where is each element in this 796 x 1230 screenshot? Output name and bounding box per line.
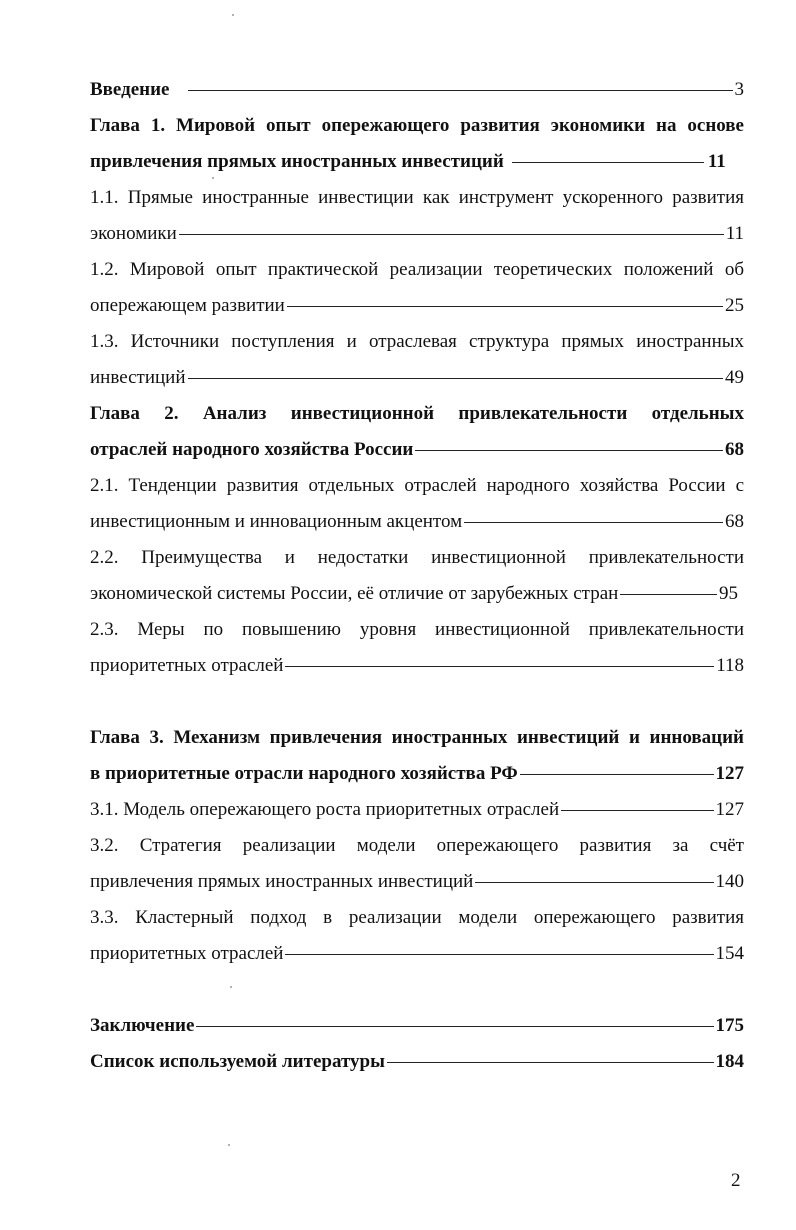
toc-leader bbox=[620, 594, 717, 595]
toc-page-number: 118 bbox=[716, 655, 744, 676]
toc-entry-title: в приоритетные отрасли народного хозяйства РФ bbox=[90, 763, 518, 784]
toc-leader bbox=[475, 882, 713, 883]
toc-leader bbox=[387, 1062, 714, 1063]
toc-section-2-2[interactable] bbox=[90, 576, 744, 612]
toc-entry-title: Заключение bbox=[90, 1015, 195, 1036]
toc-entry-title: инвестиционным и инновационным акцентом bbox=[90, 511, 463, 532]
toc-chapter-2[interactable] bbox=[90, 432, 744, 468]
toc-entry-title: опережающем развитии bbox=[90, 295, 285, 316]
toc-section-1-3-line1[interactable]: 1.3. Источники поступления и отраслевая структура прямых иностранных bbox=[90, 331, 744, 352]
toc-section-3-2[interactable] bbox=[90, 864, 744, 900]
toc-section-1-2[interactable] bbox=[90, 288, 744, 324]
page-number: 2 bbox=[731, 1170, 741, 1191]
toc-chapter-3-line1[interactable]: Глава 3. Механизм привлечения иностранных инвестиций и инноваций bbox=[90, 727, 744, 748]
toc-leader bbox=[561, 810, 713, 811]
toc-section-3-3-line1[interactable]: 3.3. Кластерный подход в реализации модели опережающего развития bbox=[90, 907, 744, 928]
scan-speck bbox=[232, 14, 234, 16]
toc-entry-title: экономической системы России, её отличие от зарубежных стран bbox=[90, 583, 619, 604]
toc-chapter-1-line1[interactable]: Глава 1. Мировой опыт опережающего развития экономики на основе bbox=[90, 115, 744, 136]
toc-section-2-1[interactable] bbox=[90, 504, 744, 540]
toc-entry-title: инвестиций bbox=[90, 367, 186, 388]
spacer bbox=[90, 972, 744, 1008]
toc-entry-title: 3.1. Модель опережающего роста приоритетных отраслей bbox=[90, 799, 560, 820]
toc-chapter-3[interactable] bbox=[90, 756, 744, 792]
toc-leader bbox=[179, 234, 724, 235]
toc-section-1-3[interactable] bbox=[90, 360, 744, 396]
toc-leader bbox=[188, 378, 723, 379]
toc-page-number: 127 bbox=[715, 763, 744, 784]
toc-page-number: 68 bbox=[725, 511, 744, 532]
toc-chapter-1[interactable] bbox=[90, 144, 744, 180]
toc-page-number: 175 bbox=[715, 1015, 744, 1036]
toc-section-2-3-line1[interactable]: 2.3. Меры по повышению уровня инвестиционной привлекательности bbox=[90, 619, 744, 640]
toc-section-1-1[interactable] bbox=[90, 216, 744, 252]
toc-entry-title: отраслей народного хозяйства России bbox=[90, 439, 414, 460]
toc-page-number: 184 bbox=[715, 1051, 744, 1072]
toc-page-number: 11 bbox=[725, 223, 744, 244]
toc-leader bbox=[512, 162, 704, 163]
toc-leader bbox=[520, 774, 714, 775]
toc-page-number: 127 bbox=[715, 799, 744, 820]
toc-entry-title: Введение bbox=[90, 79, 170, 100]
scan-speck bbox=[228, 1144, 230, 1146]
toc-leader bbox=[287, 306, 723, 307]
toc-entry-intro[interactable] bbox=[90, 72, 744, 108]
toc-entry-title: приоритетных отраслей bbox=[90, 943, 284, 964]
toc-section-3-1[interactable] bbox=[90, 792, 744, 828]
toc-section-3-3[interactable] bbox=[90, 936, 744, 972]
toc-page-number: 154 bbox=[715, 943, 744, 964]
toc-leader bbox=[285, 954, 713, 955]
toc-leader bbox=[464, 522, 723, 523]
toc-section-2-1-line1[interactable]: 2.1. Тенденции развития отдельных отраслей народного хозяйства России с bbox=[90, 475, 744, 496]
toc-leader bbox=[285, 666, 714, 667]
toc-leader bbox=[415, 450, 723, 451]
toc-chapter-2-line1[interactable]: Глава 2. Анализ инвестиционной привлекательности отдельных bbox=[90, 403, 744, 424]
toc-leader bbox=[188, 90, 733, 91]
toc-section-1-1-line1[interactable]: 1.1. Прямые иностранные инвестиции как инструмент ускоренного развития bbox=[90, 187, 744, 208]
toc-section-2-2-line1[interactable]: 2.2. Преимущества и недостатки инвестиционной привлекательности bbox=[90, 547, 744, 568]
toc-section-1-2-line1[interactable]: 1.2. Мировой опыт практической реализации теоретических положений об bbox=[90, 259, 744, 280]
toc-section-2-3[interactable] bbox=[90, 648, 744, 684]
toc-entry-conclusion[interactable] bbox=[90, 1008, 744, 1044]
spacer bbox=[90, 684, 744, 720]
toc-leader bbox=[196, 1026, 713, 1027]
table-of-contents bbox=[90, 72, 744, 1080]
toc-page-number: 140 bbox=[715, 871, 744, 892]
toc-page-number: 49 bbox=[725, 367, 744, 388]
toc-page-number: 25 bbox=[725, 295, 744, 316]
toc-entry-title: привлечения прямых иностранных инвестиций bbox=[90, 871, 474, 892]
toc-page-number: 95 bbox=[719, 583, 738, 604]
toc-page-number: 68 bbox=[725, 439, 744, 460]
toc-entry-title: привлечения прямых иностранных инвестиций bbox=[90, 151, 504, 172]
toc-section-3-2-line1[interactable]: 3.2. Стратегия реализации модели опережающего развития за счёт bbox=[90, 835, 744, 856]
toc-entry-references[interactable] bbox=[90, 1044, 744, 1080]
toc-page-number: 3 bbox=[734, 79, 744, 100]
toc-entry-title: Список используемой литературы bbox=[90, 1051, 385, 1072]
toc-entry-title: экономики bbox=[90, 223, 177, 244]
toc-page-number: 11 bbox=[707, 151, 726, 172]
toc-entry-title: приоритетных отраслей bbox=[90, 655, 284, 676]
